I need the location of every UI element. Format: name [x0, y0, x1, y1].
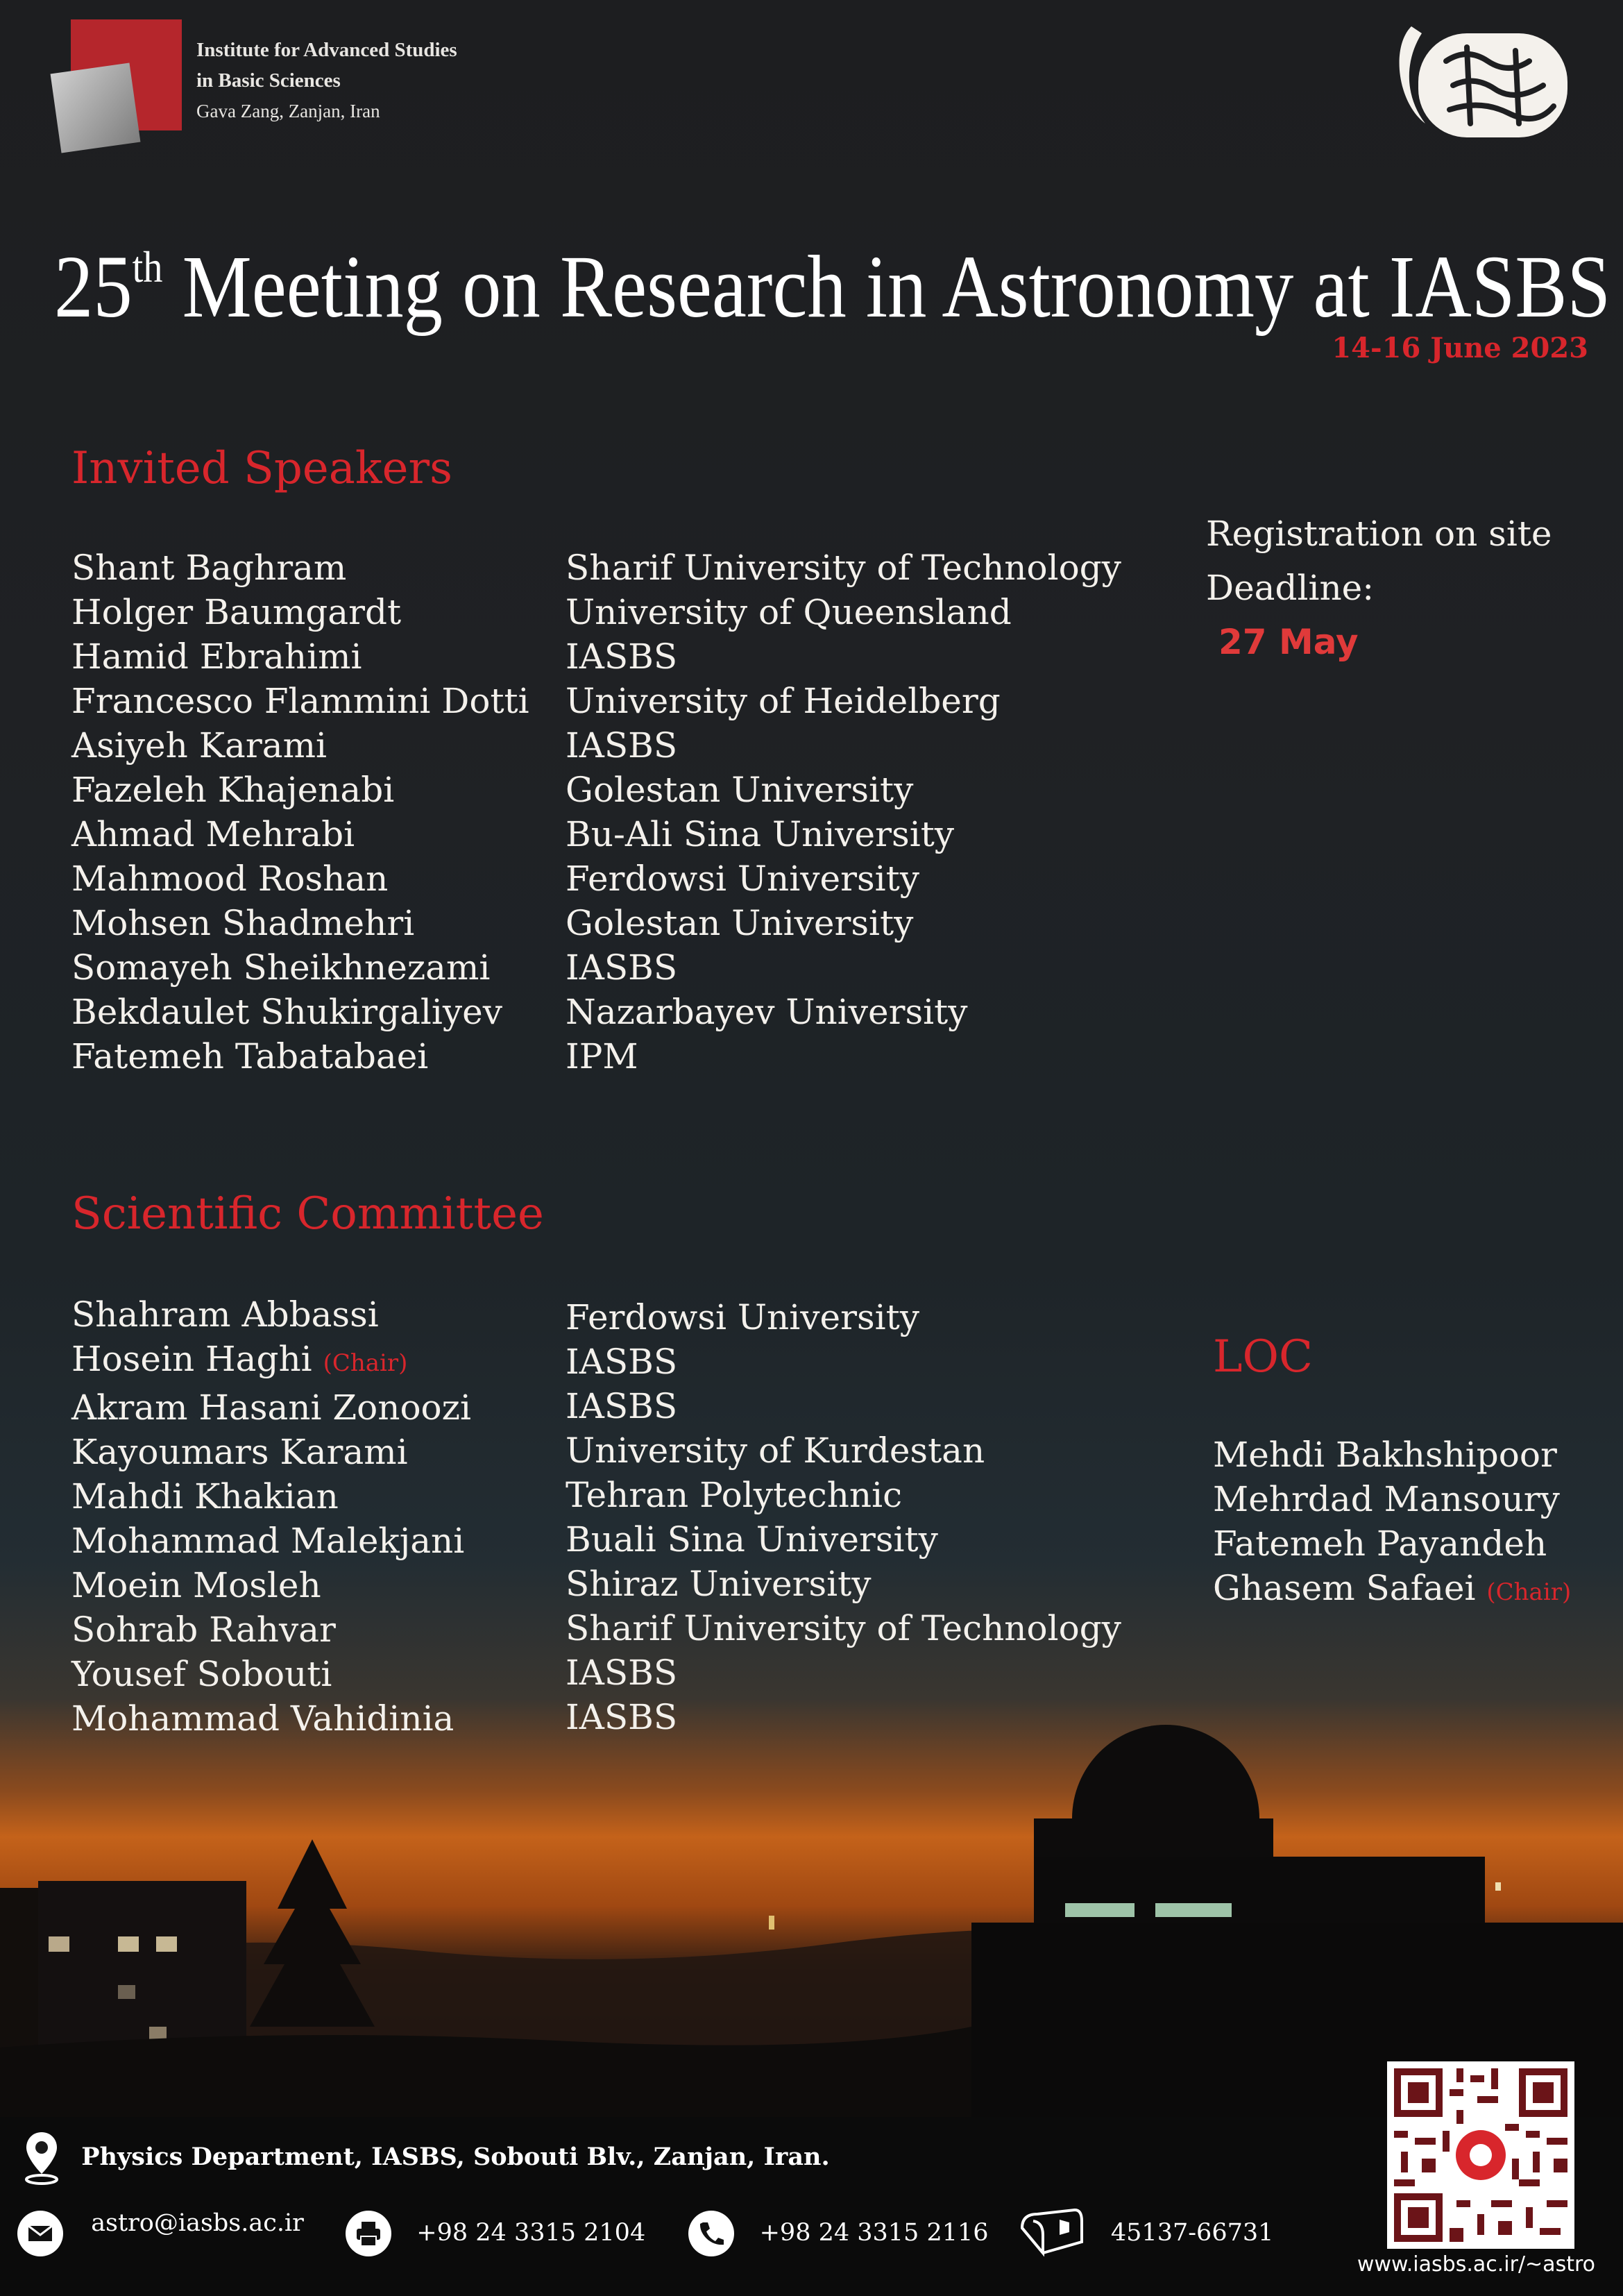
list-item: Fatemeh Payandeh [1213, 1523, 1547, 1564]
list-item: Holger Baumgardt [71, 592, 402, 632]
list-item: Somayeh Sheikhnezami [71, 947, 491, 988]
list-item: Fatemeh Tabatabaei [71, 1036, 429, 1077]
list-item: Mohsen Shadmehri [71, 903, 415, 943]
loc-heading: LOC [1213, 1331, 1313, 1383]
email-link[interactable]: astro@iasbs.ac.ir [91, 2209, 304, 2237]
list-item: University of Queensland [566, 592, 1012, 632]
list-item: IASBS [566, 947, 678, 988]
meeting-dates: 14-16 June 2023 [1332, 332, 1588, 364]
contact-row [17, 2207, 1273, 2260]
phone-number: +98 24 3315 2116 [759, 2218, 989, 2247]
list-item: IASBS [566, 725, 678, 766]
list-item: Shiraz University [566, 1564, 872, 1604]
mailbox-icon [1018, 2207, 1085, 2260]
postal-code: 45137-66731 [1110, 2218, 1274, 2247]
list-item: Shant Baghram [71, 548, 347, 588]
address-line [24, 2131, 830, 2185]
list-item: Mahdi Khakian [71, 1476, 339, 1517]
phone-icon [688, 2211, 734, 2256]
list-item: Ahmad Mehrabi [71, 814, 355, 854]
chair-note: (Chair) [1486, 1578, 1572, 1606]
committee-affiliations [566, 1295, 1121, 1739]
list-item: Hosein Haghi (Chair) [71, 1339, 408, 1379]
qr-code-icon[interactable] [1387, 2061, 1574, 2249]
list-item: Yousef Sobouti [71, 1654, 332, 1694]
fax-icon [346, 2211, 391, 2256]
list-item: IASBS [566, 1386, 678, 1426]
chair-note: (Chair) [323, 1349, 408, 1377]
list-item: Mohammad Vahidinia [71, 1698, 454, 1739]
list-item: Sharif University of Technology [566, 1608, 1121, 1648]
list-item: Fazeleh Khajenabi [71, 770, 395, 810]
list-item: Ferdowsi University [566, 1297, 919, 1337]
astronomy-society-seal [1384, 19, 1574, 146]
list-item: University of Kurdestan [566, 1430, 985, 1471]
list-item: Sharif University of Technology [566, 548, 1121, 588]
scientific-committee-heading: Scientific Committee [71, 1188, 544, 1240]
list-item: Bu-Ali Sina University [566, 814, 955, 854]
list-item: Asiyeh Karami [71, 725, 327, 766]
list-item: Golestan University [566, 903, 914, 943]
committee-names [71, 1292, 471, 1741]
list-item: Bekdaulet Shukirgaliyev [71, 992, 502, 1032]
list-item: Sohrab Rahvar [71, 1610, 336, 1650]
registration-deadline: 27 May [1218, 622, 1359, 662]
address-text: Physics Department, IASBS, Sobouti Blv., Zanjan, Iran. [81, 2142, 830, 2171]
list-item: Hamid Ebrahimi [71, 636, 362, 677]
list-item: Moein Mosleh [71, 1565, 321, 1605]
list-item: IASBS [566, 636, 678, 677]
registration-info: Registration on site Deadline: 27 May [1206, 507, 1552, 669]
list-item: Akram Hasani Zonoozi [71, 1387, 471, 1428]
list-item: Mohammad Malekjani [71, 1521, 465, 1561]
list-item: IASBS [566, 1653, 678, 1693]
location-pin-icon [24, 2131, 59, 2185]
list-item: Nazarbayev University [566, 992, 968, 1032]
fax-number: +98 24 3315 2104 [416, 2218, 646, 2247]
list-item: Francesco Flammini Dotti [71, 681, 529, 721]
invited-speaker-affiliations [566, 546, 1121, 1079]
list-item: Mehdi Bakhshipoor [1213, 1435, 1557, 1475]
loc-names [1213, 1433, 1571, 1614]
list-item: IASBS [566, 1697, 678, 1737]
invited-speakers-heading: Invited Speakers [71, 443, 452, 494]
invited-speaker-names [71, 546, 529, 1079]
list-item: IASBS [566, 1342, 678, 1382]
list-item: Kayoumars Karami [71, 1432, 408, 1472]
list-item: Golestan University [566, 770, 914, 810]
list-item: Ghasem Safaei (Chair) [1213, 1568, 1572, 1608]
list-item: Shahram Abbassi [71, 1294, 379, 1335]
list-item: Mehrdad Mansoury [1213, 1479, 1560, 1519]
meeting-title: 25th Meeting on Research in Astronomy at IASBS [54, 237, 1611, 336]
list-item: Ferdowsi University [566, 859, 919, 899]
institute-name: Institute for Advanced Studies in Basic Sciences Gava Zang, Zanjan, Iran [196, 39, 457, 121]
email-icon [17, 2211, 63, 2256]
iasbs-logo [56, 19, 184, 148]
list-item: Buali Sina University [566, 1519, 938, 1560]
list-item: IPM [566, 1036, 638, 1077]
list-item: University of Heidelberg [566, 681, 1001, 721]
website-url[interactable]: www.iasbs.ac.ir/~astro [1357, 2252, 1595, 2277]
list-item: Mahmood Roshan [71, 859, 389, 899]
list-item: Tehran Polytechnic [566, 1475, 903, 1515]
